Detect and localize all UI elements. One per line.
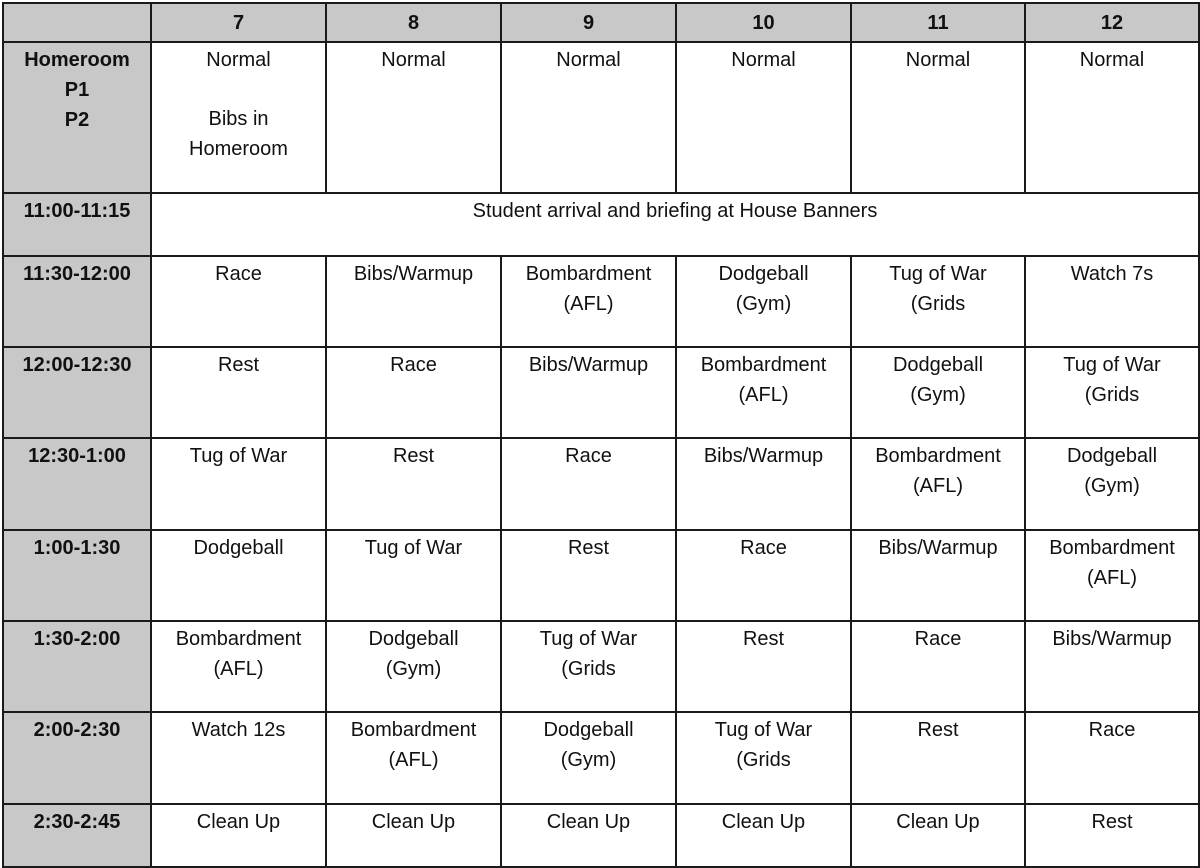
activity-text: Watch 7s	[1070, 263, 1154, 285]
homeroom-label-line: P2	[64, 109, 90, 131]
activity-text: (Grids	[561, 658, 616, 680]
activity-text: Bibs/Warmup	[353, 263, 474, 285]
homeroom-label-line: P1	[64, 79, 90, 101]
time-slot-label	[3, 256, 151, 347]
activity-text: Rest	[1091, 811, 1133, 833]
activity-text: Bombardment	[1049, 537, 1175, 559]
homeroom-row	[3, 42, 1199, 193]
activity-text: (AFL)	[913, 475, 963, 497]
time-slot-label	[3, 530, 151, 621]
cell-line: Bibs in	[208, 108, 269, 130]
activity-cell-grade-10	[676, 804, 851, 867]
activity-cell-grade-10	[676, 712, 851, 804]
time-slot-row	[3, 712, 1199, 804]
activity-text: Race	[215, 263, 262, 285]
activity-cell-grade-12	[1025, 621, 1199, 712]
header-corner-cell	[3, 3, 151, 42]
activity-cell-grade-12	[1025, 804, 1199, 867]
activity-text: (Gym)	[735, 293, 792, 315]
activity-cell-grade-7	[151, 347, 326, 438]
activity-cell-grade-11	[851, 256, 1025, 347]
activity-cell-grade-12	[1025, 256, 1199, 347]
activity-cell-grade-12	[1025, 530, 1199, 621]
activity-text: (Grids	[736, 749, 791, 771]
time-slot-label	[3, 712, 151, 804]
activity-cell-grade-8	[326, 804, 501, 867]
activity-text: Race	[1088, 719, 1136, 741]
activity-text: Bibs/Warmup	[1052, 628, 1172, 650]
activity-text: Rest	[217, 354, 260, 376]
cell-line: Normal	[1079, 49, 1145, 71]
activity-text: Dodgeball	[718, 263, 809, 285]
time-slot-label	[3, 193, 151, 256]
activity-text: Dodgeball	[1066, 445, 1158, 467]
activity-text: Tug of War	[1063, 354, 1161, 376]
activity-cell-grade-10	[676, 256, 851, 347]
header-row	[3, 3, 1199, 42]
activity-text: (AFL)	[213, 658, 264, 680]
activity-cell-grade-7	[151, 804, 326, 867]
activity-cell-grade-9	[501, 621, 676, 712]
schedule-table	[2, 2, 1200, 868]
activity-cell-grade-9	[501, 256, 676, 347]
time-slot-row	[3, 804, 1199, 867]
activity-cell-grade-11	[851, 621, 1025, 712]
grade-header-12: 12	[1025, 3, 1199, 42]
activity-text: Race	[565, 445, 612, 467]
time-slot-text: 1:00-1:30	[33, 537, 121, 559]
homeroom-cell-8	[326, 42, 501, 193]
activity-cell-grade-11	[851, 804, 1025, 867]
activity-cell-grade-9	[501, 438, 676, 530]
activity-text: Bombardment	[875, 445, 1001, 467]
cell-line: Normal	[905, 49, 971, 71]
homeroom-cell-10	[676, 42, 851, 193]
homeroom-cell-11	[851, 42, 1025, 193]
activity-text: Dodgeball	[543, 719, 634, 741]
activity-text: Rest	[392, 445, 435, 467]
activity-text: (AFL)	[1087, 567, 1137, 589]
activity-cell-grade-11	[851, 712, 1025, 804]
activity-cell-grade-7	[151, 530, 326, 621]
cell-line: Normal	[731, 49, 796, 71]
arrival-cell	[151, 193, 1199, 256]
activity-text: (Gym)	[1084, 475, 1140, 497]
time-slot-text: 2:00-2:30	[33, 719, 121, 741]
activity-cell-grade-11	[851, 347, 1025, 438]
time-slot-text: 12:00-12:30	[22, 354, 132, 376]
activity-text: Watch 12s	[191, 719, 286, 741]
activity-text: Tug of War	[889, 263, 987, 285]
activity-cell-grade-7	[151, 438, 326, 530]
activity-text: (Grids	[1084, 384, 1140, 406]
activity-text: Bombardment	[700, 354, 827, 376]
cell-line: Normal	[381, 49, 446, 71]
activity-cell-grade-8	[326, 256, 501, 347]
activity-cell-grade-10	[676, 621, 851, 712]
activity-cell-grade-10	[676, 438, 851, 530]
activity-text: Tug of War	[714, 719, 813, 741]
activity-text: Bombardment	[350, 719, 477, 741]
activity-cell-grade-12	[1025, 347, 1199, 438]
arrival-text: Student arrival and briefing at House Banners	[472, 200, 878, 222]
activity-text: Bibs/Warmup	[528, 354, 649, 376]
activity-text: (Gym)	[910, 384, 966, 406]
activity-text: (Gym)	[385, 658, 442, 680]
activity-cell-grade-9	[501, 712, 676, 804]
grade-header-7: 7	[151, 3, 326, 42]
activity-cell-grade-8	[326, 712, 501, 804]
time-slot-row	[3, 438, 1199, 530]
activity-text: Dodgeball	[892, 354, 984, 376]
activity-cell-grade-10	[676, 530, 851, 621]
time-slot-row	[3, 621, 1199, 712]
activity-cell-grade-9	[501, 804, 676, 867]
activity-text: Bibs/Warmup	[703, 445, 824, 467]
time-slot-text: 12:30-1:00	[28, 445, 126, 467]
activity-text: (Gym)	[560, 749, 617, 771]
activity-cell-grade-10	[676, 347, 851, 438]
activity-cell-grade-12	[1025, 438, 1199, 530]
grade-header-11: 11	[851, 3, 1025, 42]
activity-cell-grade-8	[326, 347, 501, 438]
activity-text: Dodgeball	[368, 628, 459, 650]
activity-text: (Grids	[910, 293, 966, 315]
time-slot-row	[3, 347, 1199, 438]
homeroom-cell-7	[151, 42, 326, 193]
time-slot-label	[3, 621, 151, 712]
activity-text: Clean Up	[546, 811, 631, 833]
grade-header-10: 10	[676, 3, 851, 42]
homeroom-label	[3, 42, 151, 193]
activity-cell-grade-7	[151, 712, 326, 804]
activity-text: (AFL)	[563, 293, 614, 315]
activity-text: Bombardment	[525, 263, 652, 285]
activity-text: (AFL)	[738, 384, 789, 406]
activity-text: Clean Up	[371, 811, 456, 833]
activity-text: Race	[740, 537, 787, 559]
homeroom-cell-12	[1025, 42, 1199, 193]
homeroom-cell-9	[501, 42, 676, 193]
grade-header-9: 9	[501, 3, 676, 42]
activity-rows	[3, 256, 1199, 867]
activity-text: Bombardment	[175, 628, 302, 650]
activity-text: Tug of War	[539, 628, 638, 650]
activity-text: Bibs/Warmup	[878, 537, 998, 559]
activity-text: Rest	[917, 719, 959, 741]
time-slot-row	[3, 530, 1199, 621]
activity-cell-grade-11	[851, 530, 1025, 621]
cell-line: Normal	[556, 49, 621, 71]
activity-text: Clean Up	[896, 811, 980, 833]
activity-cell-grade-7	[151, 256, 326, 347]
activity-text: Rest	[567, 537, 610, 559]
time-slot-text: 1:30-2:00	[33, 628, 121, 650]
activity-text: Race	[390, 354, 437, 376]
time-slot-text: 11:30-12:00	[23, 263, 131, 285]
time-slot-text: 11:00-11:15	[23, 200, 131, 222]
cell-line: Normal	[206, 49, 271, 71]
activity-cell-grade-9	[501, 347, 676, 438]
activity-text: Tug of War	[364, 537, 463, 559]
activity-text: Dodgeball	[193, 537, 284, 559]
activity-cell-grade-9	[501, 530, 676, 621]
cell-line: Homeroom	[189, 138, 288, 160]
activity-cell-grade-7	[151, 621, 326, 712]
time-slot-label	[3, 804, 151, 867]
time-slot-label	[3, 438, 151, 530]
activity-cell-grade-11	[851, 438, 1025, 530]
grade-header-8: 8	[326, 3, 501, 42]
activity-text: Clean Up	[721, 811, 806, 833]
homeroom-label-line: Homeroom	[24, 49, 130, 71]
time-slot-text: 2:30-2:45	[33, 811, 121, 833]
activity-cell-grade-12	[1025, 712, 1199, 804]
time-slot-label	[3, 347, 151, 438]
activity-text: Rest	[742, 628, 785, 650]
activity-cell-grade-8	[326, 438, 501, 530]
arrival-row	[3, 193, 1199, 256]
activity-text: (AFL)	[388, 749, 439, 771]
time-slot-row	[3, 256, 1199, 347]
activity-cell-grade-8	[326, 530, 501, 621]
activity-cell-grade-8	[326, 621, 501, 712]
activity-text: Race	[914, 628, 962, 650]
activity-text: Clean Up	[196, 811, 281, 833]
activity-text: Tug of War	[189, 445, 288, 467]
